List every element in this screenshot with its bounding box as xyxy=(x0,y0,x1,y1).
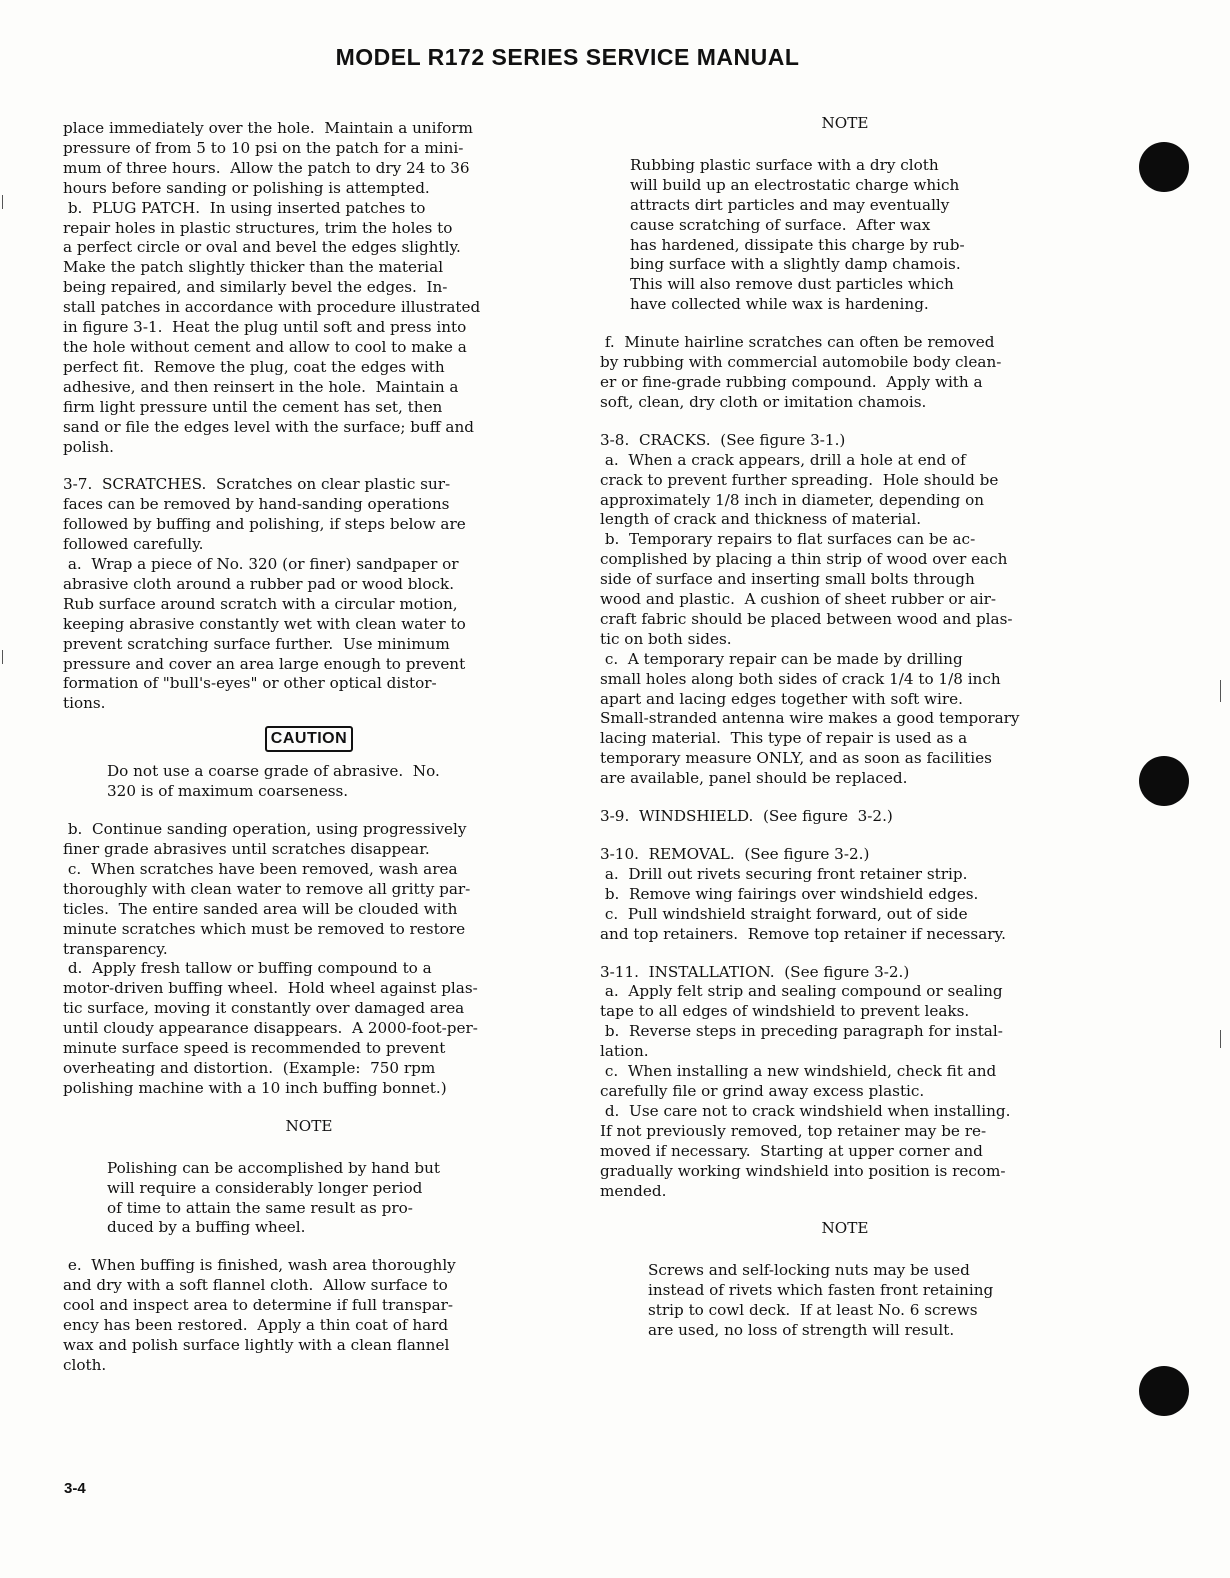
text-line: complished by placing a thin strip of wood over each xyxy=(600,550,1008,569)
text-line: ticles. The entire sanded area will be clouded with xyxy=(63,899,458,918)
note-text xyxy=(63,1159,555,1239)
text-line: abrasive cloth around a rubber pad or wood block. xyxy=(63,574,455,593)
binder-hole xyxy=(1139,1366,1189,1416)
text-line: place immediately over the hole. Maintain a uniform xyxy=(63,119,473,137)
text-line: keeping abrasive constantly wet with clean water to xyxy=(63,614,466,633)
text-line: 3-10. REMOVAL. (See figure 3-2.) xyxy=(600,845,870,863)
paragraph-windshield: 3-9. WINDSHIELD. (See figure 3-2.) xyxy=(600,807,893,826)
text-line: carefully file or grind away excess plastic. xyxy=(600,1081,925,1100)
text-line: tape to all edges of windshield to prevent leaks. xyxy=(600,1002,970,1021)
caution-label: CAUTION xyxy=(265,726,353,752)
paragraph-removal xyxy=(600,845,1090,945)
right-column xyxy=(600,114,1090,1341)
text-line: apart and lacing edges together with soft wire. xyxy=(600,689,963,708)
text-line: temporary measure ONLY, and as soon as facilities xyxy=(600,749,992,768)
text-line: repair holes in plastic structures, trim the holes to xyxy=(63,218,453,237)
text-line: er or fine-grade rubbing compound. Apply with a xyxy=(600,372,983,391)
text-line: b. Continue sanding operation, using progressively xyxy=(63,820,467,839)
note-text xyxy=(600,156,1090,315)
text-line: d. Use care not to crack windshield when installing. xyxy=(600,1101,1011,1120)
text-line: by rubbing with commercial automobile body clean- xyxy=(600,353,1002,372)
text-line: attracts dirt particles and may eventually xyxy=(630,195,950,214)
text-line: b. Temporary repairs to flat surfaces can be ac- xyxy=(600,530,976,549)
text-line: sand or file the edges level with the surface; buff and xyxy=(63,417,474,436)
note-text xyxy=(600,1261,1090,1341)
text-line: Rub surface around scratch with a circular motion, xyxy=(63,594,458,613)
text-line: 3-8. CRACKS. (See figure 3-1.) xyxy=(600,430,846,449)
text-line: until cloudy appearance disappears. A 2000-foot-per- xyxy=(63,1019,478,1038)
text-line: minute surface speed is recommended to prevent xyxy=(63,1039,446,1058)
text-line: faces can be removed by hand-sanding operations xyxy=(63,495,450,514)
text-line: and dry with a soft flannel cloth. Allow surface to xyxy=(63,1276,448,1295)
text-line: thoroughly with clean water to remove all gritty par- xyxy=(63,879,471,898)
text-line: being repaired, and similarly bevel the edges. In- xyxy=(63,278,448,297)
scan-edge-mark xyxy=(2,195,3,209)
text-line: transparency. xyxy=(63,939,168,958)
text-line: side of surface and inserting small bolts through xyxy=(600,570,975,589)
text-line: formation of "bull's-eyes" or other optical distor- xyxy=(63,674,437,693)
text-line: If not previously removed, top retainer may be re- xyxy=(600,1121,987,1140)
text-line: tions. xyxy=(63,694,106,713)
text-line: d. Apply fresh tallow or buffing compound to a xyxy=(63,959,432,978)
page-title: MODEL R172 SERIES SERVICE MANUAL xyxy=(335,44,800,70)
text-line: duced by a buffing wheel. xyxy=(107,1218,306,1237)
left-column xyxy=(63,119,555,1376)
paragraph-plug-patch xyxy=(63,199,555,458)
paragraph-step-c xyxy=(63,860,555,960)
text-line: a. Wrap a piece of No. 320 (or finer) sandpaper or xyxy=(63,555,459,574)
text-line: c. Pull windshield straight forward, out of side xyxy=(600,904,968,923)
scan-edge-mark xyxy=(1220,1030,1221,1048)
text-line: prevent scratching surface further. Use minimum xyxy=(63,634,450,653)
text-line: c. A temporary repair can be made by drilling xyxy=(600,649,963,668)
text-line: cause scratching of surface. After wax xyxy=(630,215,931,234)
text-line: of time to attain the same result as pro- xyxy=(107,1198,413,1217)
text-line: mended. xyxy=(600,1181,667,1200)
text-line: will build up an electrostatic charge which xyxy=(630,175,960,194)
text-line: small holes along both sides of crack 1/4 to 1/8 inch xyxy=(600,669,1001,688)
note-label: NOTE xyxy=(285,1116,333,1135)
text-line: tic on both sides. xyxy=(600,629,732,648)
text-line: pressure of from 5 to 10 psi on the patch for a mini- xyxy=(63,138,464,157)
text-line: the hole without cement and allow to cool to make a xyxy=(63,337,467,356)
text-line: tic surface, moving it constantly over damaged area xyxy=(63,999,465,1018)
text-line: Screws and self-locking nuts may be used xyxy=(648,1261,970,1280)
text-line: wax and polish surface lightly with a clean flannel xyxy=(63,1335,450,1354)
text-line: followed carefully. xyxy=(63,535,204,554)
text-line: b. Remove wing fairings over windshield edges. xyxy=(600,884,979,903)
text-line: cloth. xyxy=(63,1355,107,1374)
text-line: moved if necessary. Starting at upper corner and xyxy=(600,1141,983,1160)
paragraph-step-b xyxy=(63,820,555,860)
paragraph-cracks xyxy=(600,431,1090,789)
text-line: in figure 3-1. Heat the plug until soft and press into xyxy=(63,318,467,337)
text-line: craft fabric should be placed between wood and plas- xyxy=(600,609,1013,628)
text-line: This will also remove dust particles which xyxy=(630,275,954,294)
paragraph-installation xyxy=(600,963,1090,1202)
text-line: will require a considerably longer period xyxy=(107,1178,423,1197)
text-line: cool and inspect area to determine if full transpar- xyxy=(63,1296,454,1315)
paragraph-step-d xyxy=(63,959,555,1098)
text-line: f. Minute hairline scratches can often be removed xyxy=(600,333,995,352)
text-line: c. When installing a new windshield, check fit and xyxy=(600,1062,997,1081)
text-line: perfect fit. Remove the plug, coat the edges with xyxy=(63,357,445,376)
text-line: overheating and distortion. (Example: 750 rpm xyxy=(63,1058,436,1077)
text-line: a. Drill out rivets securing front retainer strip. xyxy=(600,864,968,883)
text-line: wood and plastic. A cushion of sheet rubber or air- xyxy=(600,590,997,609)
text-line: pressure and cover an area large enough to prevent xyxy=(63,654,466,673)
text-line: 3-7. SCRATCHES. Scratches on clear plastic sur- xyxy=(63,475,451,494)
text-line: length of crack and thickness of material. xyxy=(600,510,922,529)
text-line: bing surface with a slightly damp chamois. xyxy=(630,255,961,274)
text-line: a. Apply felt strip and sealing compound or sealing xyxy=(600,982,1003,1001)
text-line: mum of three hours. Allow the patch to dry 24 to 36 xyxy=(63,158,470,177)
text-line: gradually working windshield into position is recom- xyxy=(600,1161,1006,1180)
note-label: NOTE xyxy=(821,114,869,132)
text-line: are used, no loss of strength will result. xyxy=(648,1321,955,1340)
text-line: has hardened, dissipate this charge by rub- xyxy=(630,235,965,254)
text-line: c. When scratches have been removed, wash area xyxy=(63,859,458,878)
paragraph-step-a xyxy=(63,555,555,714)
text-line: approximately 1/8 inch in diameter, depending on xyxy=(600,490,985,509)
caution-text xyxy=(63,762,555,802)
text-line: lation. xyxy=(600,1042,649,1061)
text-line: finer grade abrasives until scratches disappear. xyxy=(63,840,430,858)
text-line: minute scratches which must be removed to restore xyxy=(63,919,466,938)
text-line: instead of rivets which fasten front retaining xyxy=(648,1281,994,1300)
text-line: Do not use a coarse grade of abrasive. No. xyxy=(107,762,440,781)
text-line: motor-driven buffing wheel. Hold wheel against plas- xyxy=(63,979,478,998)
text-line: have collected while wax is hardening. xyxy=(630,295,929,314)
text-line: crack to prevent further spreading. Hole should be xyxy=(600,470,999,489)
text-line: Make the patch slightly thicker than the material xyxy=(63,258,444,277)
binder-hole xyxy=(1139,756,1189,806)
text-line: Small-stranded antenna wire makes a good temporary xyxy=(600,709,1020,728)
scan-edge-mark xyxy=(2,650,3,664)
text-line: 320 is of maximum coarseness. xyxy=(107,782,349,801)
paragraph-step-e xyxy=(63,1256,555,1375)
text-line: stall patches in accordance with procedure illustrated xyxy=(63,298,481,317)
text-line: followed by buffing and polishing, if steps below are xyxy=(63,515,466,534)
text-line: a perfect circle or oval and bevel the edges slightly. xyxy=(63,238,461,257)
text-line: lacing material. This type of repair is used as a xyxy=(600,729,968,748)
paragraph-step-f xyxy=(600,333,1090,413)
page-number: 3-4 xyxy=(64,1480,86,1497)
text-line: 3-11. INSTALLATION. (See figure 3-2.) xyxy=(600,962,910,981)
text-line: polish. xyxy=(63,437,114,456)
text-line: firm light pressure until the cement has set, then xyxy=(63,397,443,416)
text-line: hours before sanding or polishing is attempted. xyxy=(63,178,430,197)
binder-hole xyxy=(1139,142,1189,192)
text-line: polishing machine with a 10 inch buffing bonnet.) xyxy=(63,1078,447,1097)
text-line: e. When buffing is finished, wash area thoroughly xyxy=(63,1256,456,1275)
text-line: ency has been restored. Apply a thin coat of hard xyxy=(63,1316,449,1335)
paragraph-scratches xyxy=(63,475,555,555)
text-line: soft, clean, dry cloth or imitation chamois. xyxy=(600,392,927,411)
text-line: and top retainers. Remove top retainer if necessary. xyxy=(600,924,1006,943)
text-line: adhesive, and then reinsert in the hole. Maintain a xyxy=(63,377,459,396)
text-line: Polishing can be accomplished by hand but xyxy=(107,1158,440,1177)
text-line: Rubbing plastic surface with a dry cloth xyxy=(630,155,939,174)
text-line: are available, panel should be replaced. xyxy=(600,769,908,788)
paragraph-patch-continued xyxy=(63,119,555,199)
text-line: strip to cowl deck. If at least No. 6 screws xyxy=(648,1301,978,1320)
text-line: a. When a crack appears, drill a hole at end of xyxy=(600,450,966,469)
scan-edge-mark xyxy=(1220,680,1221,702)
text-line: b. PLUG PATCH. In using inserted patches to xyxy=(63,198,426,217)
text-line: b. Reverse steps in preceding paragraph for instal- xyxy=(600,1022,1003,1041)
note-label: NOTE xyxy=(821,1219,869,1238)
